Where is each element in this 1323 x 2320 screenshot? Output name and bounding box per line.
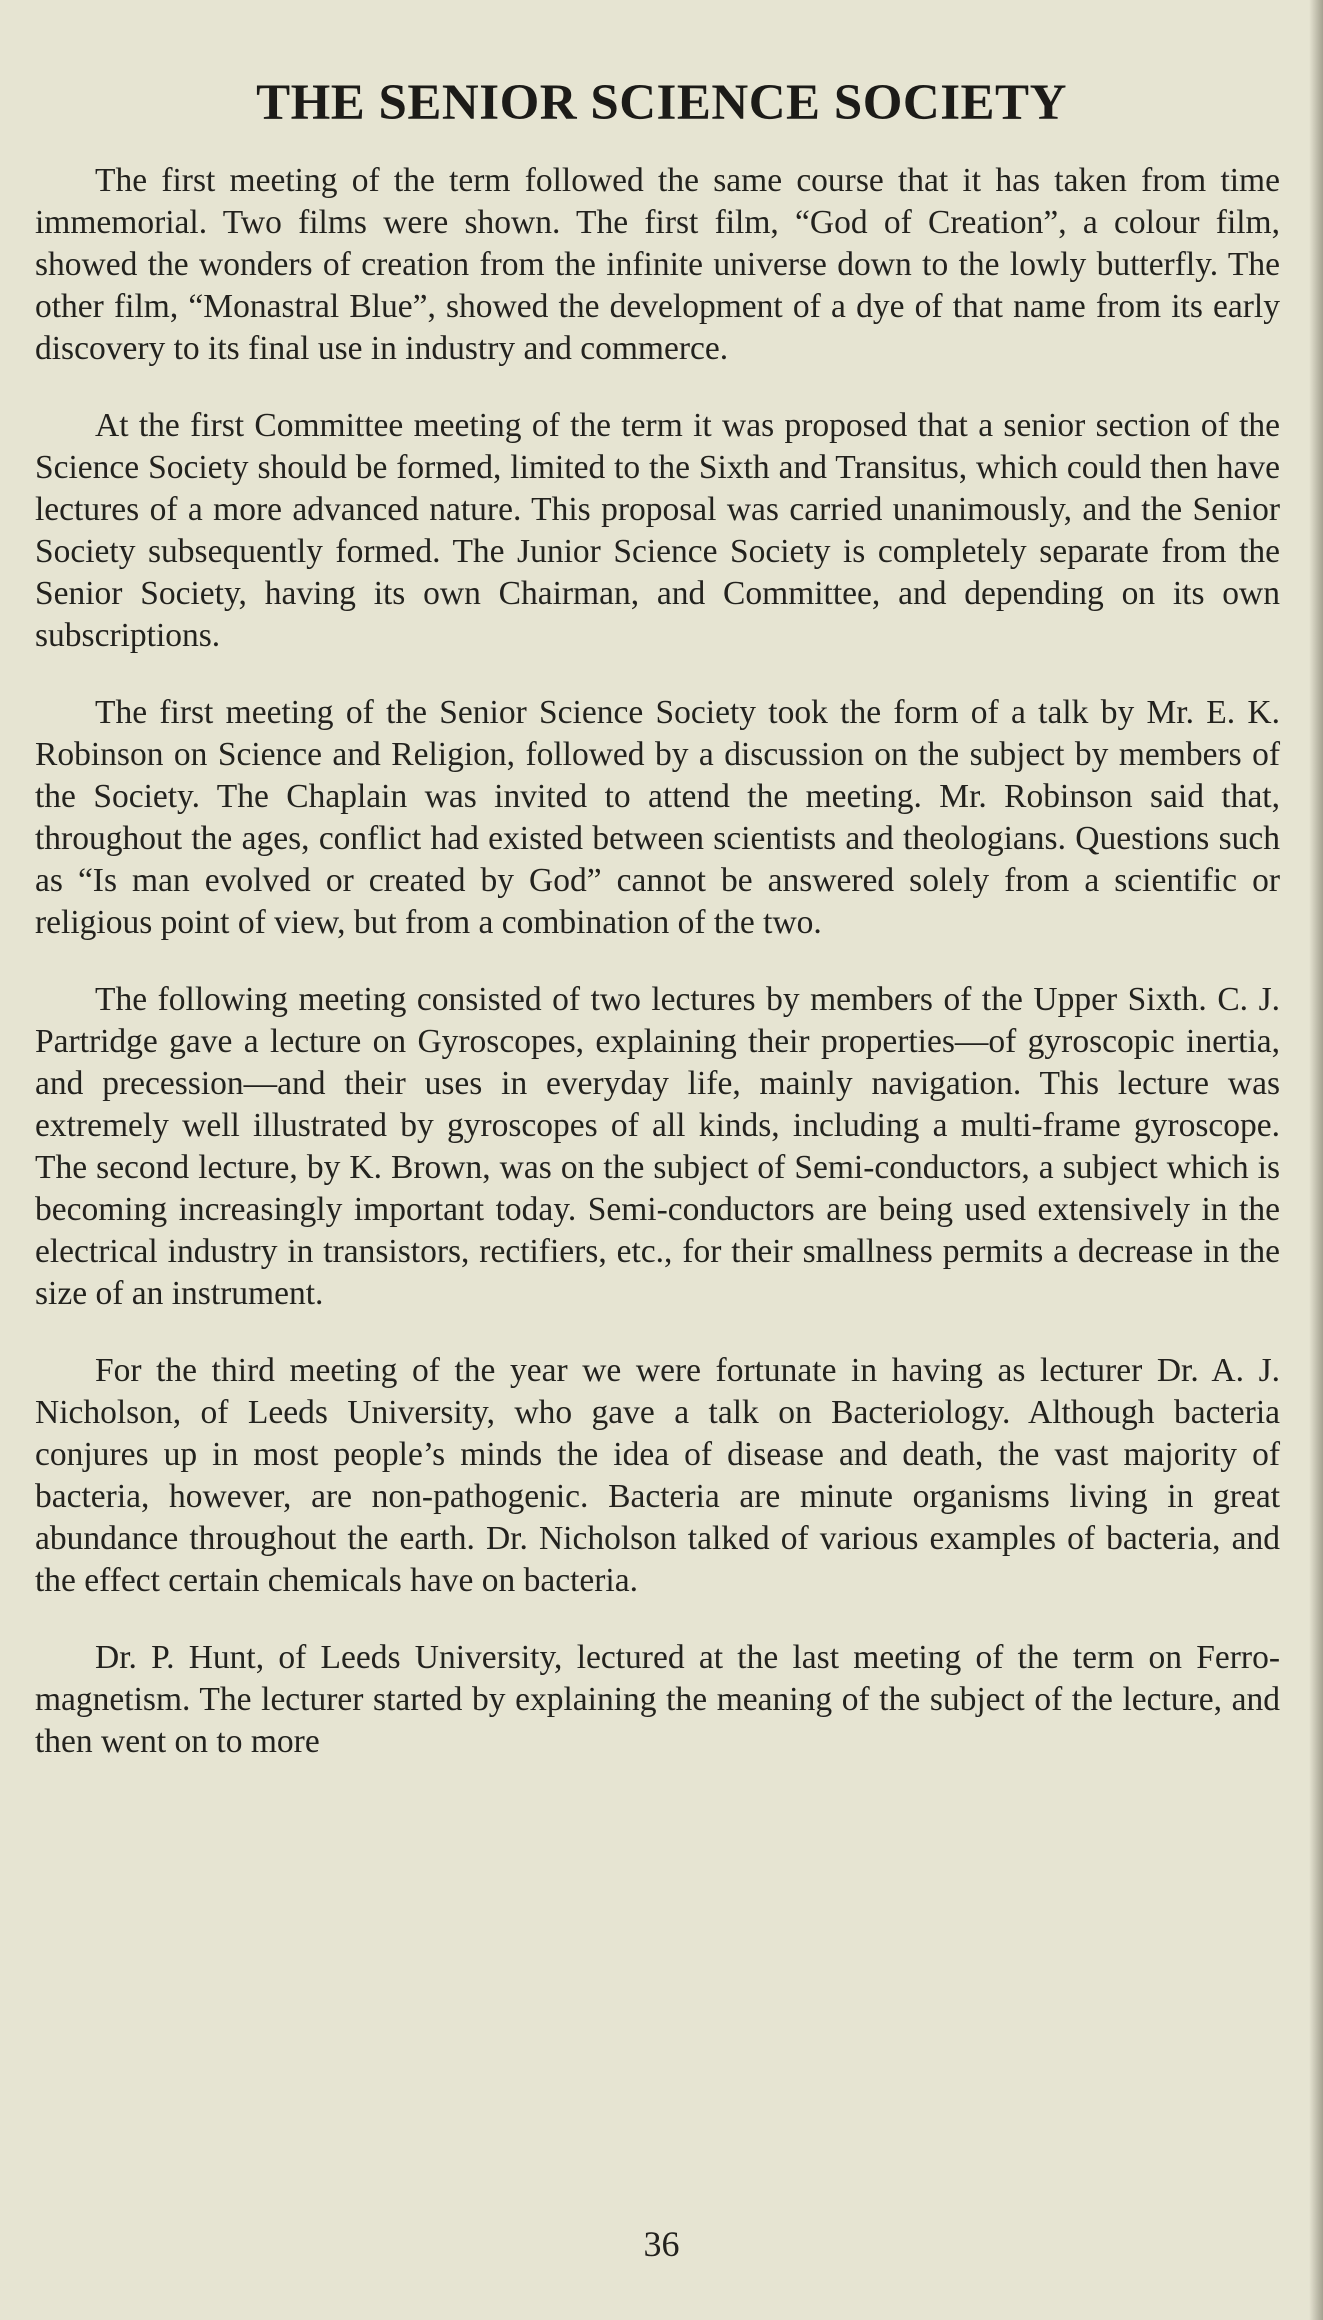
paragraph-science-religion: The first meeting of the Senior Science Society took the form of a talk by Mr. E. K. Robinson on Science and Religion, followed by a discussion on the subject by members of the Society. The Chaplain was invited to attend the meeting. Mr. Robinson said that, throughout the ages, conflict had existed between scientists and theologians. Questions such as “Is man evolved or created by God” cannot be answered solely from a scientific or religious point of view, but from a combination of the two. (35, 694, 1280, 941)
paragraph-ferro-magnetism: Dr. P. Hunt, of Leeds University, lectured at the last meeting of the term on Ferro-magnetism. The lecturer started by explaining the meaning of the subject of the lecture, and then went on to more (35, 1639, 1280, 1760)
paragraph-committee: At the first Committee meeting of the term it was proposed that a senior section of the Science Society should be formed, limited to the Sixth and Transitus, which could then have lectures of a more advanced nature. This proposal was carried unanimously, and the Senior Society subsequently formed. The Junior Science Society is completely separate from the Senior Society, having its own Chairman, and Committee, and depending on its own subscriptions. (35, 407, 1280, 654)
paragraph-films: The first meeting of the term followed the same course that it has taken from time immemorial. Two films were shown. The first film, “God of Creation”, a colour film, showed the wonders of creation from the infinite universe down to the lowly butterfly. The other film, “Monastral Blue”, showed the development of a dye of that name from its early discovery to its final use in industry and commerce. (35, 162, 1280, 367)
page-edge-shadow (1309, 0, 1323, 2320)
article-body (35, 160, 1280, 1798)
page-number: 36 (643, 2224, 680, 2264)
paragraph-gyroscopes: The following meeting consisted of two lectures by members of the Upper Sixth. C. J. Partridge gave a lecture on Gyroscopes, explaining their properties—of gyroscopic inertia, and precession—and their uses in everyday life, mainly navigation. This lecture was extremely well illustrated by gyroscopes of all kinds, including a multi-frame gyroscope. The second lecture, by K. Brown, was on the subject of Semi-conductors, a subject which is becoming increasingly important today. Semi-conductors are being used extensively in the electrical industry in transistors, rectifiers, etc., for their smallness permits a decrease in the size of an instrument. (35, 981, 1280, 1312)
page-title: THE SENIOR SCIENCE SOCIETY (256, 75, 1067, 131)
paragraph-bacteriology: For the third meeting of the year we were fortunate in having as lecturer Dr. A. J. Nicholson, of Leeds University, who gave a talk on Bacteriology. Although bacteria conjures up in most people’s minds the idea of disease and death, the vast majority of bacteria, however, are non-pathogenic. Bacteria are minute organisms living in great abundance throughout the earth. Dr. Nicholson talked of various examples of bacteria, and the effect certain chemicals have on bacteria. (35, 1352, 1280, 1599)
